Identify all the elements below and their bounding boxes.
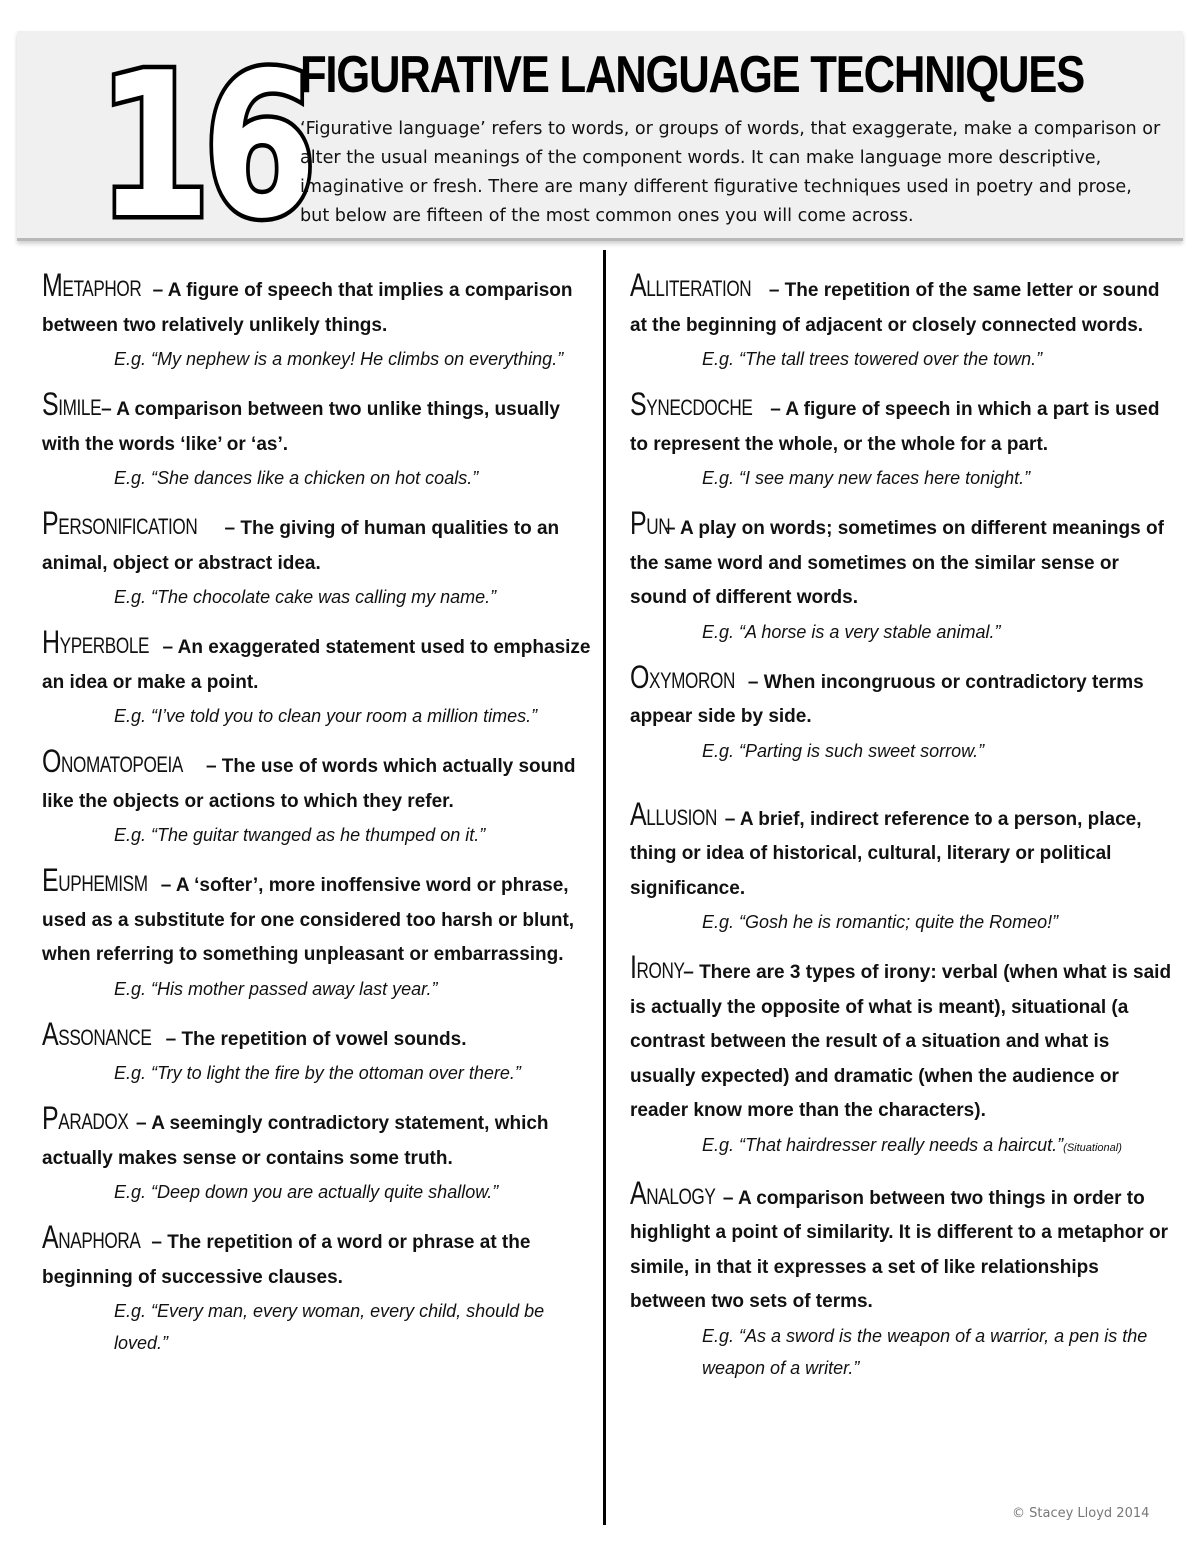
term-example: E.g. “The guitar twanged as he thumped on it.” bbox=[114, 825, 486, 845]
term-definition: – The repetition of vowel sounds. bbox=[165, 1028, 467, 1050]
left-column bbox=[42, 268, 602, 1359]
term-heading: Analogy bbox=[630, 1174, 716, 1211]
entry-personification bbox=[42, 506, 602, 613]
term-example: E.g. “Every man, every woman, every child, should be loved.” bbox=[114, 1301, 545, 1353]
entry-assonance bbox=[42, 1017, 602, 1090]
entry-alliteration bbox=[630, 268, 1178, 375]
example-note: (Situational) bbox=[1063, 1141, 1122, 1154]
term-definition: – The use of words which actually sound like the objects or actions to which they refer. bbox=[42, 756, 576, 812]
term-heading: Assonance bbox=[42, 1015, 152, 1052]
intro-paragraph: ‘Figurative language’ refers to words, or groups of words, that exaggerate, make a comparison or alter the usual meanings of the component words. It can make language more descriptive, imaginative or fresh. There are many different figurative techniques used in poetry and prose, but below are fifteen of the most common ones you will come across. bbox=[300, 119, 1161, 226]
term-example: E.g. “The tall trees towered over the town.” bbox=[702, 349, 1043, 369]
term-heading: Euphemism bbox=[42, 862, 148, 898]
right-column bbox=[630, 268, 1178, 1384]
term-heading: Allusion bbox=[630, 795, 717, 832]
number-sixteen: 16 bbox=[97, 30, 309, 263]
term-example: E.g. “I’ve told you to clean your room a million times.” bbox=[114, 706, 538, 726]
term-example: E.g. “The chocolate cake was calling my name.” bbox=[114, 587, 497, 607]
entry-paradox bbox=[42, 1101, 602, 1208]
term-example: E.g. “His mother passed away last year.” bbox=[114, 978, 438, 999]
term-example: E.g. “Parting is such sweet sorrow.” bbox=[702, 740, 985, 761]
entry-irony bbox=[630, 950, 1178, 1164]
term-heading: Oxymoron bbox=[630, 658, 735, 695]
entry-synecdoche bbox=[630, 387, 1178, 494]
term-example: E.g. “Gosh he is romantic; quite the Romeo!” bbox=[702, 912, 1059, 932]
entry-pun bbox=[630, 506, 1178, 648]
entry-anaphora bbox=[42, 1220, 602, 1359]
term-heading: Personification bbox=[42, 505, 198, 541]
term-example: E.g. “Try to light the fire by the ottoman over there.” bbox=[114, 1063, 521, 1083]
header-banner bbox=[17, 30, 1183, 263]
entry-simile bbox=[42, 387, 602, 494]
copyright-notice: © Stacey Lloyd 2014 bbox=[1012, 1506, 1150, 1521]
term-definition: – The giving of human qualities to an animal, object or abstract idea. bbox=[42, 518, 560, 574]
term-example: E.g. “She dances like a chicken on hot coals.” bbox=[114, 468, 479, 488]
entry-metaphor bbox=[42, 268, 602, 375]
entry-onomatopoeia bbox=[42, 744, 602, 851]
term-example: E.g. “A horse is a very stable animal.” bbox=[702, 621, 1001, 642]
term-heading: Hyperbole bbox=[42, 624, 150, 660]
term-heading: Metaphor bbox=[42, 267, 142, 303]
term-example bbox=[630, 1129, 1178, 1164]
entry-allusion bbox=[630, 797, 1178, 939]
term-example: E.g. “My nephew is a monkey! He climbs on everything.” bbox=[114, 349, 564, 369]
term-heading: Anaphora bbox=[42, 1219, 141, 1255]
term-definition: – A seemingly contradictory statement, which actually makes sense or contains some truth. bbox=[42, 1113, 549, 1169]
term-definition: – A comparison between two unlike things, usually with the words ‘like’ or ‘as’. bbox=[42, 399, 560, 455]
term-definition: – A figure of speech in which a part is used to represent the whole, or the whole for a part. bbox=[630, 399, 1160, 455]
term-definition: – A ‘softer’, more inoffensive word or phrase, used as a substitute for one considered too harsh or blunt, when referring to something unpleasant or embarrassing. bbox=[42, 875, 575, 965]
example-text: E.g. “That hairdresser really needs a haircut.” bbox=[702, 1134, 1064, 1155]
term-definition: – A play on words; sometimes on different meanings of the same word and sometimes on the similar sense or sound of different words. bbox=[630, 518, 1164, 608]
term-heading: Pun bbox=[630, 505, 671, 541]
term-heading: Synecdoche bbox=[630, 386, 753, 422]
term-definition: – A figure of speech that implies a comparison between two relatively unlikely things. bbox=[42, 280, 573, 336]
term-heading: Alliteration bbox=[630, 267, 752, 303]
term-heading: Simile bbox=[42, 386, 102, 422]
column-divider bbox=[603, 250, 606, 1525]
term-heading: Onomatopoeia bbox=[42, 743, 183, 779]
entry-euphemism bbox=[42, 863, 602, 1005]
term-definition: – An exaggerated statement used to emphasize an idea or make a point. bbox=[42, 637, 591, 693]
entry-hyperbole bbox=[42, 625, 602, 732]
page-title: FIGURATIVE LANGUAGE TECHNIQUES bbox=[300, 46, 1085, 104]
term-definition: – A comparison between two things in order to highlight a point of similarity. It is different to a metaphor or simile, in that it expresses a set of like relationships between two sets of terms. bbox=[630, 1187, 1169, 1312]
term-example: E.g. “Deep down you are actually quite shallow.” bbox=[114, 1182, 499, 1202]
term-example: E.g. “I see many new faces here tonight.” bbox=[702, 468, 1031, 488]
entry-oxymoron bbox=[630, 660, 1178, 767]
term-definition: – There are 3 types of irony: verbal (when what is said is actually the opposite of what is meant), situational (a contrast between the result of a situation and what is usually expected) and dramatic (when the audience or reader know more than the characters). bbox=[630, 962, 1172, 1121]
term-definition: – A brief, indirect reference to a person, place, thing or idea of historical, cultural, literary or political significance. bbox=[630, 808, 1142, 899]
term-definition: – The repetition of a word or phrase at the beginning of successive clauses. bbox=[42, 1232, 531, 1288]
entry-analogy bbox=[630, 1176, 1178, 1384]
term-heading: Paradox bbox=[42, 1100, 129, 1136]
term-example: E.g. “As a sword is the weapon of a warrior, a pen is the weapon of a writer.” bbox=[702, 1325, 1148, 1378]
term-definition: – The repetition of the same letter or sound at the beginning of adjacent or closely connected words. bbox=[630, 280, 1160, 336]
term-heading: Irony bbox=[630, 949, 685, 985]
term-definition: – When incongruous or contradictory terms appear side by side. bbox=[630, 671, 1144, 727]
